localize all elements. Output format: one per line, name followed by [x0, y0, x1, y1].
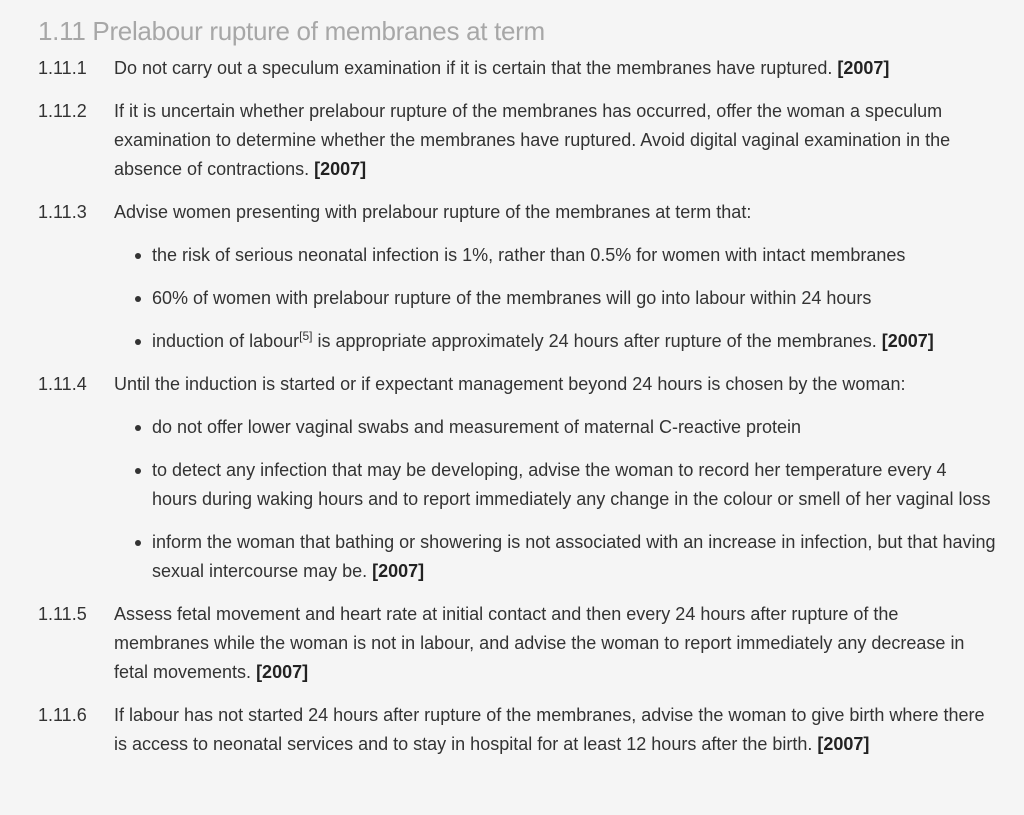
recommendation-text: [114, 370, 996, 586]
recommendation-1-11-2: [38, 97, 996, 184]
bullet-icon: [135, 540, 141, 546]
recommendation-number: 1.11.2: [38, 101, 87, 121]
recommendation-text: [114, 600, 996, 687]
recommendation-text-content: Advise women presenting with prelabour rupture of the membranes at term that:: [114, 202, 752, 222]
recommendation-text-content: Do not carry out a speculum examination if it is certain that the membranes have ruptured.: [114, 58, 838, 78]
recommendation-1-11-6: [38, 701, 996, 759]
recommendation-text: [114, 97, 996, 184]
recommendation-1-11-3: [38, 198, 996, 356]
year-tag: [2007]: [372, 561, 425, 581]
list-item: [114, 528, 996, 586]
list-item-text: to detect any infection that may be developing, advise the woman to record her temperature every 4 hours during waking hours and to report immediately any change in the colour or smell of her vaginal loss: [152, 460, 991, 509]
list-item-text: induction of labour: [152, 331, 300, 351]
recommendation-text: [114, 701, 996, 759]
recommendation-number: 1.11.4: [38, 374, 87, 394]
section-title: 1.11 Prelabour rupture of membranes at term: [38, 16, 545, 46]
bullet-icon: [135, 296, 141, 302]
recommendation-text-content: Until the induction is started or if expectant management beyond 24 hours is chosen by the woman:: [114, 374, 906, 394]
year-tag: [2007]: [256, 662, 309, 682]
recommendation-number: 1.11.5: [38, 604, 87, 624]
recommendation-number: 1.11.1: [38, 58, 87, 78]
list-item: [114, 284, 996, 313]
bullet-icon: [135, 468, 141, 474]
list-item-text: do not offer lower vaginal swabs and measurement of maternal C-reactive protein: [152, 417, 802, 437]
year-tag: [2007]: [817, 734, 870, 754]
recommendation-number: 1.11.3: [38, 202, 87, 222]
list-item: [114, 327, 996, 356]
bullet-icon: [135, 339, 141, 345]
recommendation-text-content: If labour has not started 24 hours after rupture of the membranes, advise the woman to give birth where there is access to neonatal services and to stay in hospital for at least 12 hours after the birth.: [114, 705, 985, 754]
recommendation-1-11-1: [38, 54, 996, 83]
recommendation-number: 1.11.6: [38, 705, 87, 725]
list-item-text: the risk of serious neonatal infection is 1%, rather than 0.5% for women with intact membranes: [152, 245, 906, 265]
list-item-text: 60% of women with prelabour rupture of the membranes will go into labour within 24 hours: [152, 288, 872, 308]
footnote-reference-link[interactable]: [5]: [299, 329, 313, 343]
list-item-text: inform the woman that bathing or showering is not associated with an increase in infection, but that having sexual intercourse may be.: [152, 532, 996, 581]
list-item: [114, 456, 996, 514]
recommendation-text-content: Assess fetal movement and heart rate at initial contact and then every 24 hours after rupture of the membranes while the woman is not in labour, and advise the woman to report immediately any decrease in fetal movements.: [114, 604, 965, 682]
year-tag: [2007]: [837, 58, 890, 78]
bullet-list: [114, 241, 996, 356]
recommendation-1-11-5: [38, 600, 996, 687]
recommendation-1-11-4: [38, 370, 996, 586]
recommendation-text: [114, 54, 996, 83]
year-tag: [2007]: [881, 331, 934, 351]
list-item: [114, 241, 996, 270]
bullet-icon: [135, 253, 141, 259]
recommendation-text-content: If it is uncertain whether prelabour rupture of the membranes has occurred, offer the woman a speculum examination to determine whether the membranes have ruptured. Avoid digital vaginal examination in the absence of contractions.: [114, 101, 951, 179]
list-item-text-continued: is appropriate approximately 24 hours after rupture of the membranes.: [312, 331, 882, 351]
year-tag: [2007]: [314, 159, 367, 179]
bullet-icon: [135, 425, 141, 431]
list-item: [114, 413, 996, 442]
bullet-list: [114, 413, 996, 586]
recommendation-text: [114, 198, 996, 356]
